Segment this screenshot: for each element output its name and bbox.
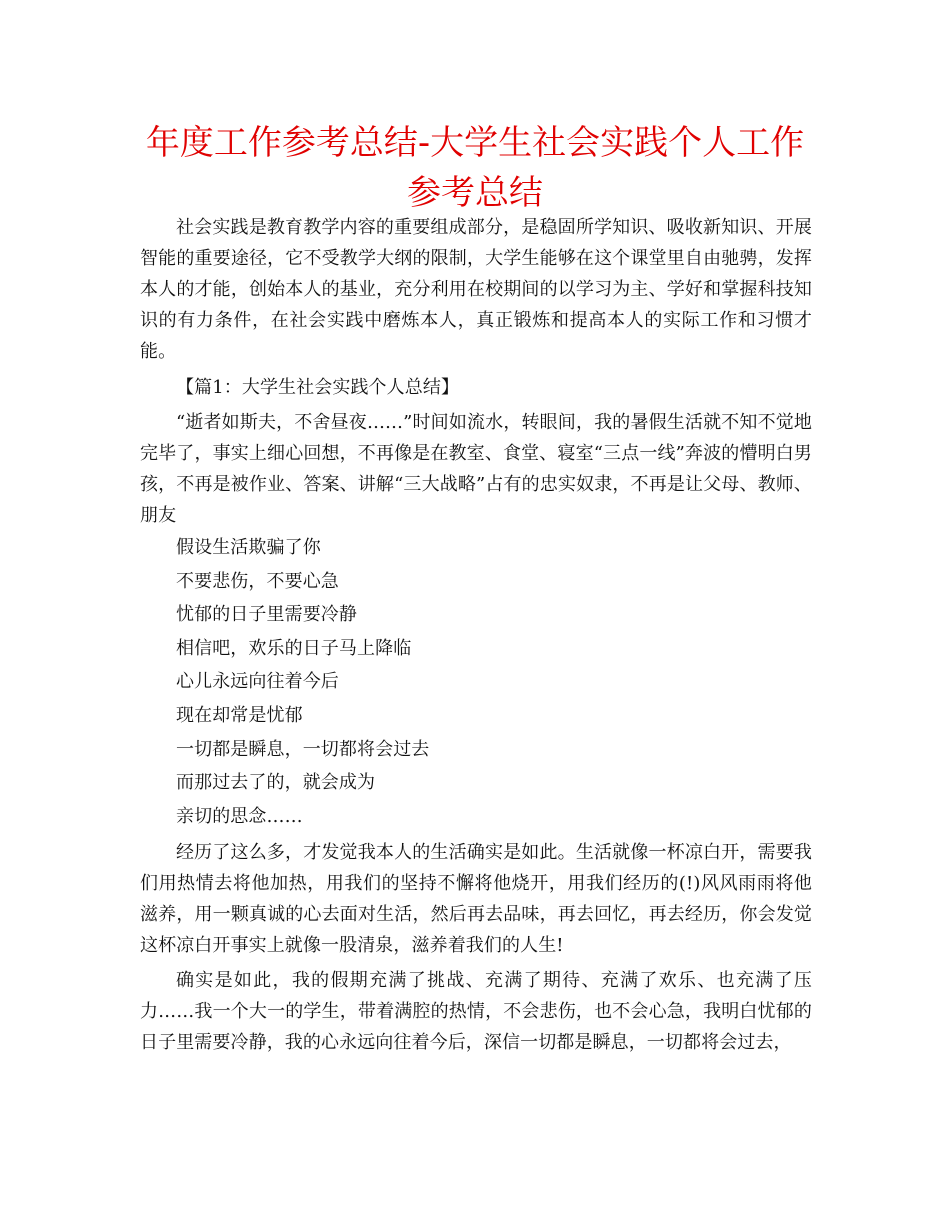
document-body <box>140 212 812 1058</box>
poem-line-1: 假设生活欺骗了你 <box>176 537 321 558</box>
poem-line-2: 不要悲伤，不要心急 <box>176 570 339 592</box>
poem-line-8: 而那过去了的，就会成为 <box>176 772 376 794</box>
poem-line-9: 亲切的思念…… <box>176 805 303 827</box>
poem-line-6: 现在却常是忧郁 <box>176 704 303 726</box>
poem-line-4: 相信吧，欢乐的日子马上降临 <box>176 637 412 659</box>
intro-paragraph: 社会实践是教育教学内容的重要组成部分，是稳固所学知识、吸收新知识、开展智能的重要途径，它不受教学大纲的限制，大学生能够在这个课堂里自由驰骋，发挥本人的才能，创始本人的基业，充分利用在校期间的以学习为主、学好和掌握科技知识的有力条件，在社会实践中磨炼本人，真正锻炼和提高本人的实际工作和习惯才能。 <box>140 217 812 362</box>
section-heading: 【篇1：大学生社会实践个人总结】 <box>176 377 460 398</box>
body-paragraph-3: 确实是如此，我的假期充满了挑战、充满了期待、充满了欢乐、也充满了压力……我一个大一的学生，带着满腔的热情，不会悲伤，也不会心急，我明白忧郁的日子里需要冷静，我的心永远向往着今后，深信一切都是瞬息，一切都将会过去， <box>140 970 812 1054</box>
poem-line-5: 心儿永远向往着今后 <box>176 671 339 693</box>
body-paragraph-2: 经历了这么多，才发觉我本人的生活确实是如此。生活就像一杯凉白开，需要我们用热情去将他加热，用我们的坚持不懈将他烧开，用我们经历的(!)风风雨雨将他滋养，用一颗真诚的心去面对生活，然后再去品味，再去回忆，再去经历，你会发觉这杯凉白开事实上就像一股清泉，滋养着我们的人生! <box>140 842 812 957</box>
document-title: 年度工作参考总结-大学生社会实践个人工作参考总结 <box>145 123 805 213</box>
poem-line-7: 一切都是瞬息，一切都将会过去 <box>176 738 430 760</box>
poem-line-3: 忧郁的日子里需要冷静 <box>176 604 357 626</box>
body-paragraph-1: “逝者如斯夫，不舍昼夜……”时间如流水，转眼间，我的暑假生活就不知不觉地完毕了，事实上细心回想，不再像是在教室、食堂、寝室“三点一线”奔波的懵明白男孩，不再是被作业、答案、讲解“三大战略”占有的忠实奴隶，不再是让父母、教师、朋友 <box>140 412 812 526</box>
